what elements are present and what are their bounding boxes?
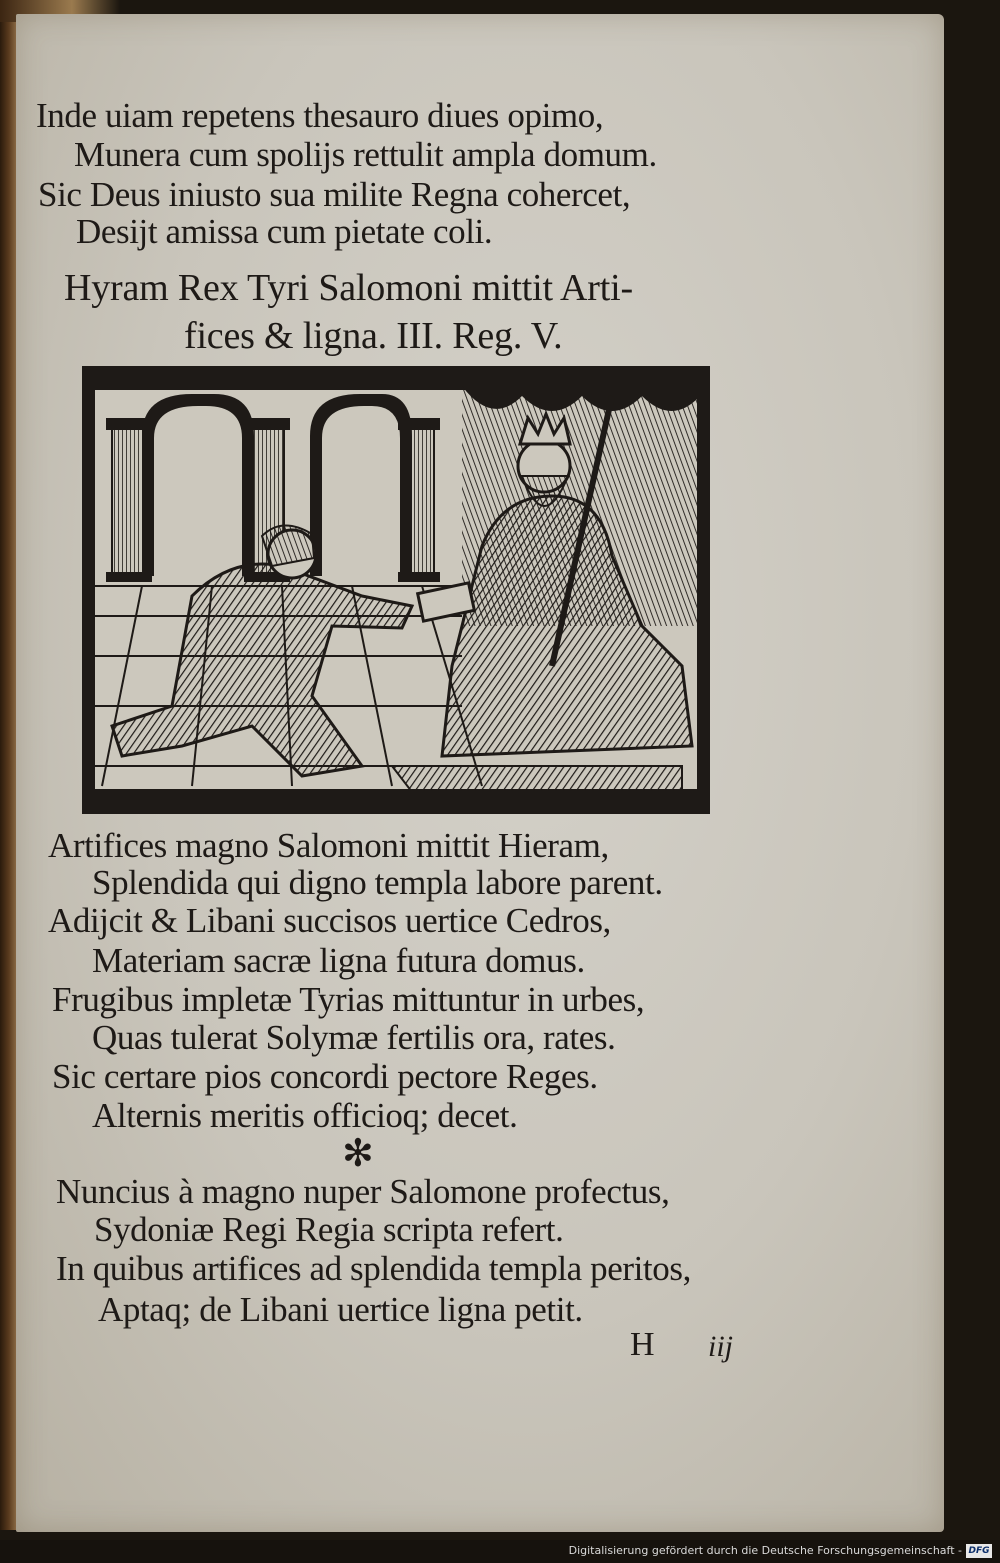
verse-line: Quas tulerat Solymæ fertilis ora, rates. [92, 1018, 616, 1057]
verse-line: Inde uiam repetens thesauro diues opimo, [36, 96, 604, 135]
verse-line: Desijt amissa cum pietate coli. [76, 212, 493, 251]
signature-letter: H [630, 1326, 655, 1363]
verse-line: Nuncius à magno nuper Salomone profectus, [56, 1172, 670, 1211]
verse-line: In quibus artifices ad splendida templa peritos, [56, 1249, 691, 1288]
verse-line: Sic Deus iniusto sua milite Regna cohercet, [38, 175, 631, 214]
verse-line: Adijcit & Libani succisos uertice Cedros, [48, 901, 611, 940]
verse-line: Sic certare pios concordi pectore Reges. [52, 1057, 598, 1096]
dfg-logo-icon: DFG [966, 1544, 992, 1558]
verse-line: Aptaq; de Libani uertice ligna petit. [98, 1290, 583, 1329]
verse-line: Materiam sacræ ligna futura domus. [92, 941, 585, 980]
section-heading-line: Hyram Rex Tyri Salomoni mittit Arti- [64, 267, 633, 309]
verse-line: Alternis meritis officioq; decet. [92, 1096, 518, 1135]
verse-line: Munera cum spolijs rettulit ampla domum. [74, 135, 657, 174]
verse-line: Frugibus impletæ Tyrias mittuntur in urbes, [52, 980, 645, 1019]
footer-bar [0, 1540, 1000, 1563]
woodcut-illustration [82, 366, 710, 814]
section-heading-line: fices & ligna. III. Reg. V. [184, 315, 563, 357]
verse-line: Sydoniæ Regi Regia scripta refert. [94, 1210, 564, 1249]
funding-notice: Digitalisierung gefördert durch die Deutsche Forschungsgemeinschaft - [568, 1544, 962, 1557]
verse-line: Splendida qui digno templa labore parent. [92, 863, 663, 902]
ornament-asterisk: ✻ [342, 1133, 374, 1175]
verse-line: Artifices magno Salomoni mittit Hieram, [48, 826, 609, 865]
signature-number: iij [708, 1330, 734, 1363]
